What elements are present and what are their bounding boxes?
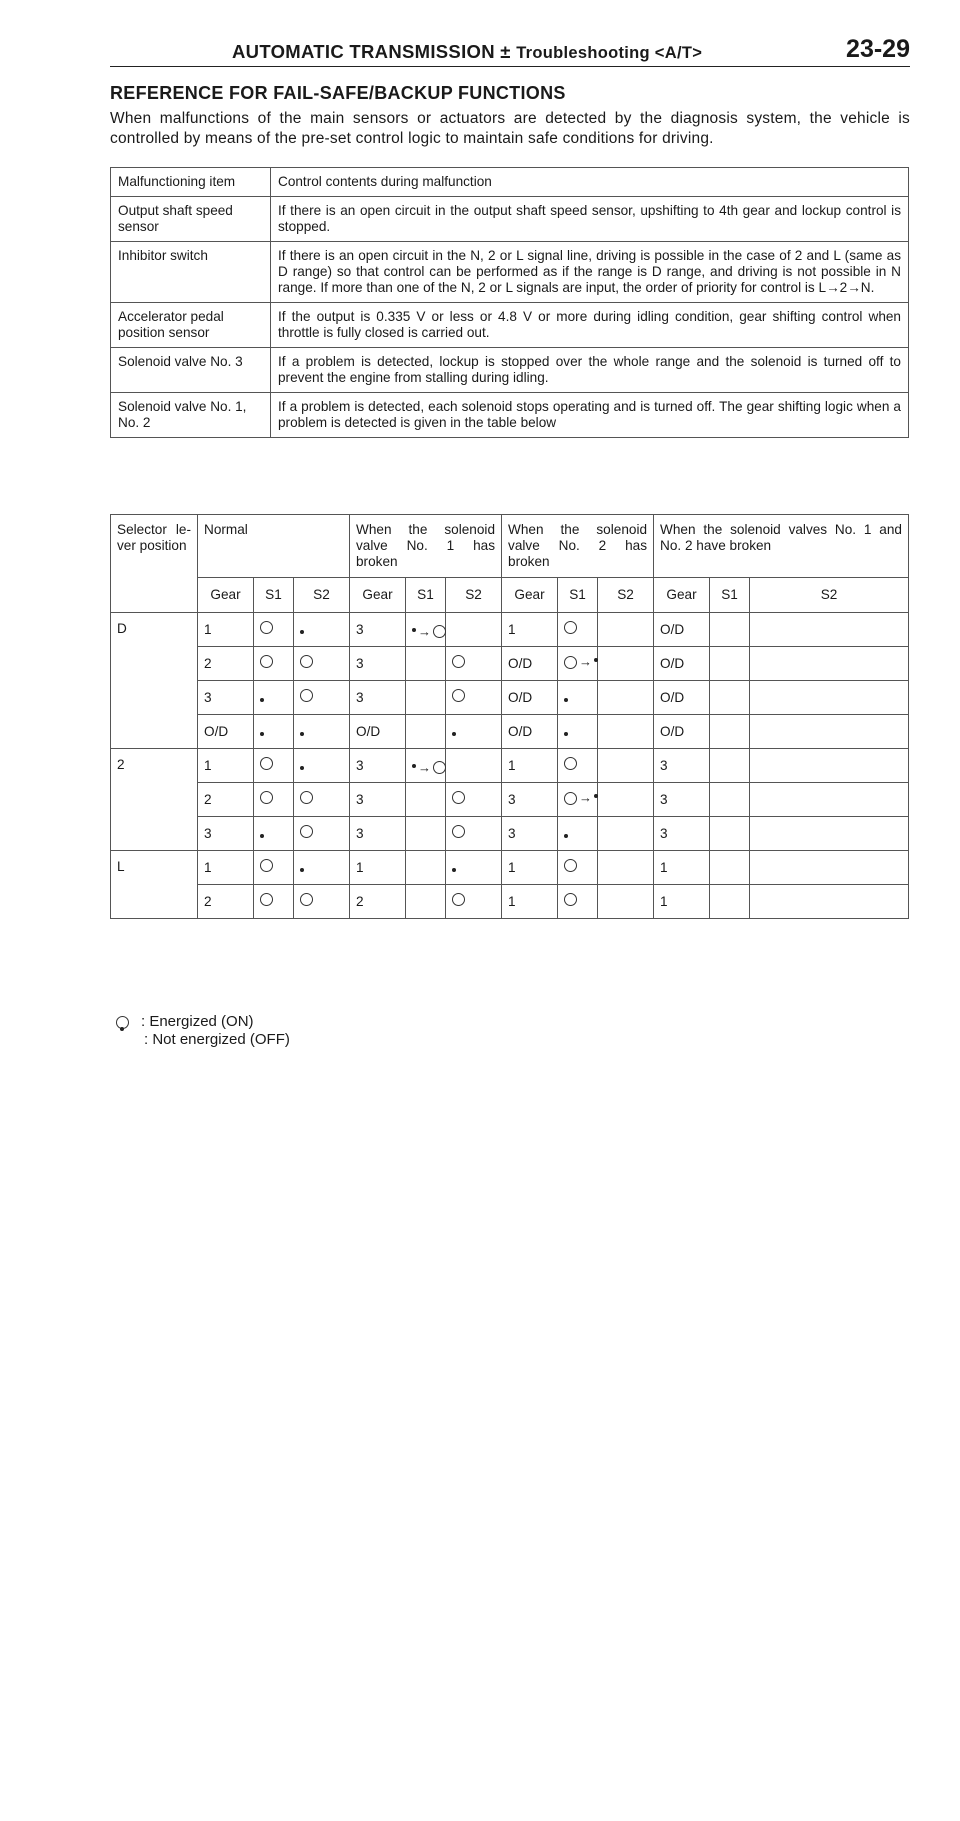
s1-cell — [710, 613, 750, 647]
header-title — [232, 41, 702, 63]
solenoid-state — [452, 825, 465, 838]
s2-cell — [294, 647, 350, 681]
solenoid-state — [412, 624, 446, 640]
gear-cell: 3 — [350, 749, 406, 783]
shift-table-sub-header — [111, 578, 909, 613]
s2-cell — [750, 681, 909, 715]
sub-header-s1: S1 — [406, 578, 446, 613]
s2-cell — [598, 647, 654, 681]
energized-icon — [452, 689, 465, 702]
s2-cell — [446, 681, 502, 715]
s1-cell — [710, 715, 750, 749]
gear-cell: 2 — [198, 647, 254, 681]
gear-cell: O/D — [502, 681, 558, 715]
group-header-both-broken: When the solenoid valves No. 1 and No. 2 have broken — [654, 515, 909, 578]
energized-icon — [300, 825, 313, 838]
s2-cell — [294, 613, 350, 647]
not-energized-icon — [564, 698, 568, 702]
malfunction-control: If the output is 0.335 V or less or 4.8 V or more during idling condition, gear shifting control when throttle is fully closed is carried out. — [271, 303, 909, 348]
energized-icon — [260, 859, 273, 872]
s1-cell — [406, 817, 446, 851]
s2-cell — [446, 851, 502, 885]
energized-icon — [433, 625, 446, 638]
gear-cell: 3 — [350, 817, 406, 851]
gear-cell: 3 — [198, 817, 254, 851]
energized-icon — [564, 792, 577, 805]
solenoid-state — [564, 790, 598, 806]
gear-cell: 3 — [198, 681, 254, 715]
legend-not-energized-text: : Not energized (OFF) — [144, 1031, 290, 1048]
sub-header-s2: S2 — [446, 578, 502, 613]
selector-position: L — [111, 851, 198, 919]
header-section: AUTOMATIC TRANSMISSION ± — [232, 41, 517, 62]
s1-cell — [710, 885, 750, 919]
gear-cell: 1 — [654, 851, 710, 885]
malfunction-row — [111, 242, 909, 303]
energized-icon — [452, 825, 465, 838]
malfunction-item: Accelerator pedal position sensor — [111, 303, 271, 348]
shift-row — [111, 749, 909, 783]
malfunction-item: Solenoid valve No. 3 — [111, 348, 271, 393]
solenoid-state — [300, 893, 313, 906]
solenoid-state — [300, 689, 313, 702]
s1-cell — [406, 885, 446, 919]
s1-cell — [558, 885, 598, 919]
gear-cell: 1 — [198, 749, 254, 783]
s1-cell — [254, 749, 294, 783]
malfunction-control: If there is an open circuit in the output shaft speed sensor, upshifting to 4th gear and lockup control is stopped. — [271, 197, 909, 242]
header-subsection: Troubleshooting <A/T> — [516, 44, 703, 62]
gear-cell: 3 — [350, 783, 406, 817]
s1-cell — [406, 851, 446, 885]
selector-position: D — [111, 613, 198, 749]
s2-cell — [294, 885, 350, 919]
energized-icon — [260, 893, 273, 906]
not-energized-icon — [452, 868, 456, 872]
malfunction-row — [111, 303, 909, 348]
header-item: Malfunctioning item — [111, 168, 271, 197]
s2-cell — [750, 783, 909, 817]
s2-cell — [750, 715, 909, 749]
malfunction-row — [111, 348, 909, 393]
s2-cell — [294, 681, 350, 715]
energized-icon — [564, 621, 577, 634]
s2-cell — [294, 817, 350, 851]
sub-header-s2: S2 — [294, 578, 350, 613]
solenoid-state — [260, 655, 273, 668]
gear-cell: 3 — [350, 681, 406, 715]
shift-logic-table-body — [111, 515, 909, 919]
s2-cell — [598, 783, 654, 817]
shift-logic-table — [110, 514, 909, 919]
shift-row — [111, 647, 909, 681]
header-control: Control contents during malfunction — [271, 168, 909, 197]
s2-cell — [446, 817, 502, 851]
s1-cell — [710, 749, 750, 783]
energized-icon — [564, 859, 577, 872]
energized-icon — [260, 791, 273, 804]
section-title: REFERENCE FOR FAIL-SAFE/BACKUP FUNCTIONS — [110, 83, 566, 103]
gear-cell: 1 — [198, 851, 254, 885]
not-energized-icon — [300, 732, 304, 736]
s2-cell — [446, 647, 502, 681]
solenoid-state — [564, 757, 577, 770]
not-energized-icon — [564, 732, 568, 736]
solenoid-state — [564, 893, 577, 906]
solenoid-state — [300, 791, 313, 804]
s2-cell — [446, 885, 502, 919]
sub-header-s1: S1 — [710, 578, 750, 613]
gear-cell: 1 — [502, 749, 558, 783]
s1-cell — [406, 681, 446, 715]
arrow-icon: → — [579, 654, 593, 670]
gear-cell: O/D — [502, 715, 558, 749]
group-header-sv1-broken: When the solenoid valve No. 1 has broken — [350, 515, 502, 578]
not-energized-icon — [300, 766, 304, 770]
solenoid-state — [452, 655, 465, 668]
malfunction-control: If there is an open circuit in the N, 2 or L signal line, driving is possible in the case of 2 and L (same as D range) so that control can be performed as if the range is D range, and driving is not possible in N range. If more than one of the N, 2 or L signals are input, the order of priority for control is L→2→N. — [271, 242, 909, 303]
solenoid-state — [260, 791, 273, 804]
s1-cell — [254, 817, 294, 851]
s1-cell — [558, 817, 598, 851]
solenoid-state — [564, 654, 598, 670]
gear-cell: 1 — [502, 613, 558, 647]
arrow-icon: → — [418, 759, 431, 775]
energized-icon — [300, 655, 313, 668]
s1-cell — [254, 613, 294, 647]
gear-cell: O/D — [198, 715, 254, 749]
s1-cell — [710, 817, 750, 851]
solenoid-state — [452, 893, 465, 906]
s2-cell — [750, 851, 909, 885]
s2-cell — [750, 885, 909, 919]
s2-cell — [446, 715, 502, 749]
gear-cell: 1 — [502, 885, 558, 919]
malfunction-table-header — [111, 168, 909, 197]
s1-cell — [710, 783, 750, 817]
gear-cell: 3 — [654, 783, 710, 817]
gear-cell: 1 — [350, 851, 406, 885]
s2-cell — [750, 613, 909, 647]
not-energized-icon — [260, 834, 264, 838]
not-energized-icon — [594, 658, 598, 662]
s2-cell — [294, 851, 350, 885]
solenoid-state — [260, 621, 273, 634]
gear-cell: 2 — [198, 783, 254, 817]
gear-cell: 1 — [502, 851, 558, 885]
sub-header-gear: Gear — [502, 578, 558, 613]
energized-icon — [452, 791, 465, 804]
s1-cell — [406, 647, 446, 681]
selector-position: 2 — [111, 749, 198, 851]
s2-cell — [294, 715, 350, 749]
energized-icon — [300, 791, 313, 804]
sub-header-s2: S2 — [598, 578, 654, 613]
malfunction-control: If a problem is detected, lockup is stopped over the whole range and the solenoid is turned off to prevent the engine from stalling during idling. — [271, 348, 909, 393]
s1-cell — [558, 783, 598, 817]
not-energized-icon — [594, 794, 598, 798]
s1-cell — [254, 885, 294, 919]
arrow-icon: → — [418, 623, 431, 639]
gear-cell: 1 — [198, 613, 254, 647]
malfunction-row — [111, 393, 909, 438]
solenoid-state — [260, 859, 273, 872]
solenoid-state — [260, 757, 273, 770]
shift-table-group-header — [111, 515, 909, 578]
s1-cell — [558, 613, 598, 647]
group-header-normal: Normal — [198, 515, 350, 578]
s1-cell — [254, 851, 294, 885]
gear-cell: 3 — [654, 749, 710, 783]
s2-cell — [598, 851, 654, 885]
gear-cell: O/D — [654, 715, 710, 749]
s2-cell — [598, 885, 654, 919]
energized-icon — [260, 757, 273, 770]
s2-cell — [446, 613, 502, 647]
selector-header: Selector le-ver position — [111, 515, 198, 613]
gear-cell: O/D — [502, 647, 558, 681]
malfunction-item: Inhibitor switch — [111, 242, 271, 303]
malfunction-table-body — [111, 168, 909, 438]
shift-row — [111, 613, 909, 647]
s1-cell — [710, 647, 750, 681]
arrow-icon: → — [579, 790, 593, 806]
s1-cell — [254, 647, 294, 681]
gear-cell: 3 — [350, 647, 406, 681]
s2-cell — [750, 749, 909, 783]
malfunction-item: Solenoid valve No. 1, No. 2 — [111, 393, 271, 438]
not-energized-icon — [300, 630, 304, 634]
gear-cell: 3 — [502, 783, 558, 817]
sub-header-gear: Gear — [198, 578, 254, 613]
shift-row — [111, 885, 909, 919]
legend-not-energized — [116, 1031, 290, 1048]
energized-icon — [452, 893, 465, 906]
shift-row — [111, 783, 909, 817]
energized-icon — [564, 757, 577, 770]
s2-cell — [294, 749, 350, 783]
gear-cell: 3 — [502, 817, 558, 851]
s1-cell — [558, 749, 598, 783]
solenoid-state — [260, 893, 273, 906]
sub-header-s1: S1 — [558, 578, 598, 613]
gear-cell: O/D — [654, 681, 710, 715]
not-energized-icon — [452, 732, 456, 736]
group-header-sv2-broken: When the solenoid valve No. 2 has broken — [502, 515, 654, 578]
s2-cell — [598, 613, 654, 647]
solenoid-state — [452, 791, 465, 804]
s1-cell — [558, 681, 598, 715]
sub-header-gear: Gear — [654, 578, 710, 613]
not-energized-icon — [412, 764, 416, 768]
s2-cell — [750, 647, 909, 681]
malfunction-table — [110, 167, 909, 438]
gear-cell: 2 — [350, 885, 406, 919]
malfunction-item: Output shaft speed sensor — [111, 197, 271, 242]
solenoid-state — [300, 825, 313, 838]
energized-icon — [564, 656, 577, 669]
shift-row — [111, 851, 909, 885]
s2-cell — [598, 817, 654, 851]
sub-header-s1: S1 — [254, 578, 294, 613]
s1-cell — [406, 783, 446, 817]
s1-cell — [254, 715, 294, 749]
not-energized-icon — [564, 834, 568, 838]
s1-cell — [254, 681, 294, 715]
s1-cell — [558, 851, 598, 885]
s2-cell — [446, 749, 502, 783]
s1-cell — [406, 613, 446, 647]
energized-icon — [260, 655, 273, 668]
sub-header-gear: Gear — [350, 578, 406, 613]
legend-energized — [116, 1013, 254, 1030]
gear-cell: 1 — [654, 885, 710, 919]
s2-cell — [598, 715, 654, 749]
solenoid-state — [412, 760, 446, 776]
s1-cell — [558, 715, 598, 749]
s2-cell — [294, 783, 350, 817]
gear-cell: O/D — [350, 715, 406, 749]
energized-icon — [300, 689, 313, 702]
shift-row — [111, 681, 909, 715]
gear-cell: O/D — [654, 613, 710, 647]
solenoid-state — [564, 859, 577, 872]
s1-cell — [710, 851, 750, 885]
not-energized-icon — [300, 868, 304, 872]
gear-cell: O/D — [654, 647, 710, 681]
gear-cell: 3 — [654, 817, 710, 851]
not-energized-icon — [260, 732, 264, 736]
header-rule — [110, 66, 910, 67]
solenoid-state — [564, 621, 577, 634]
energized-icon — [564, 893, 577, 906]
s2-cell — [750, 817, 909, 851]
shift-row — [111, 817, 909, 851]
s2-cell — [598, 749, 654, 783]
s1-cell — [558, 647, 598, 681]
s1-cell — [406, 715, 446, 749]
malfunction-control: If a problem is detected, each solenoid stops operating and is turned off. The gear shifting logic when a problem is detected is given in the table below — [271, 393, 909, 438]
s1-cell — [254, 783, 294, 817]
s1-cell — [710, 681, 750, 715]
energized-icon — [433, 761, 446, 774]
not-energized-icon — [260, 698, 264, 702]
shift-row — [111, 715, 909, 749]
energized-icon — [452, 655, 465, 668]
malfunction-row — [111, 197, 909, 242]
page-number: 23-29 — [846, 35, 910, 63]
sub-header-s2: S2 — [750, 578, 909, 613]
energized-icon — [260, 621, 273, 634]
s2-cell — [446, 783, 502, 817]
not-energized-icon — [120, 1027, 124, 1031]
solenoid-state — [452, 689, 465, 702]
intro-paragraph: When malfunctions of the main sensors or actuators are detected by the diagnosis system, the vehicle is controlled by means of the pre-set control logic to maintain safe conditions for driving. — [110, 110, 910, 147]
gear-cell: 2 — [198, 885, 254, 919]
not-energized-icon — [412, 628, 416, 632]
s1-cell — [406, 749, 446, 783]
solenoid-state — [300, 655, 313, 668]
legend-energized-text: : Energized (ON) — [141, 1013, 254, 1030]
energized-icon — [300, 893, 313, 906]
s2-cell — [598, 681, 654, 715]
gear-cell: 3 — [350, 613, 406, 647]
